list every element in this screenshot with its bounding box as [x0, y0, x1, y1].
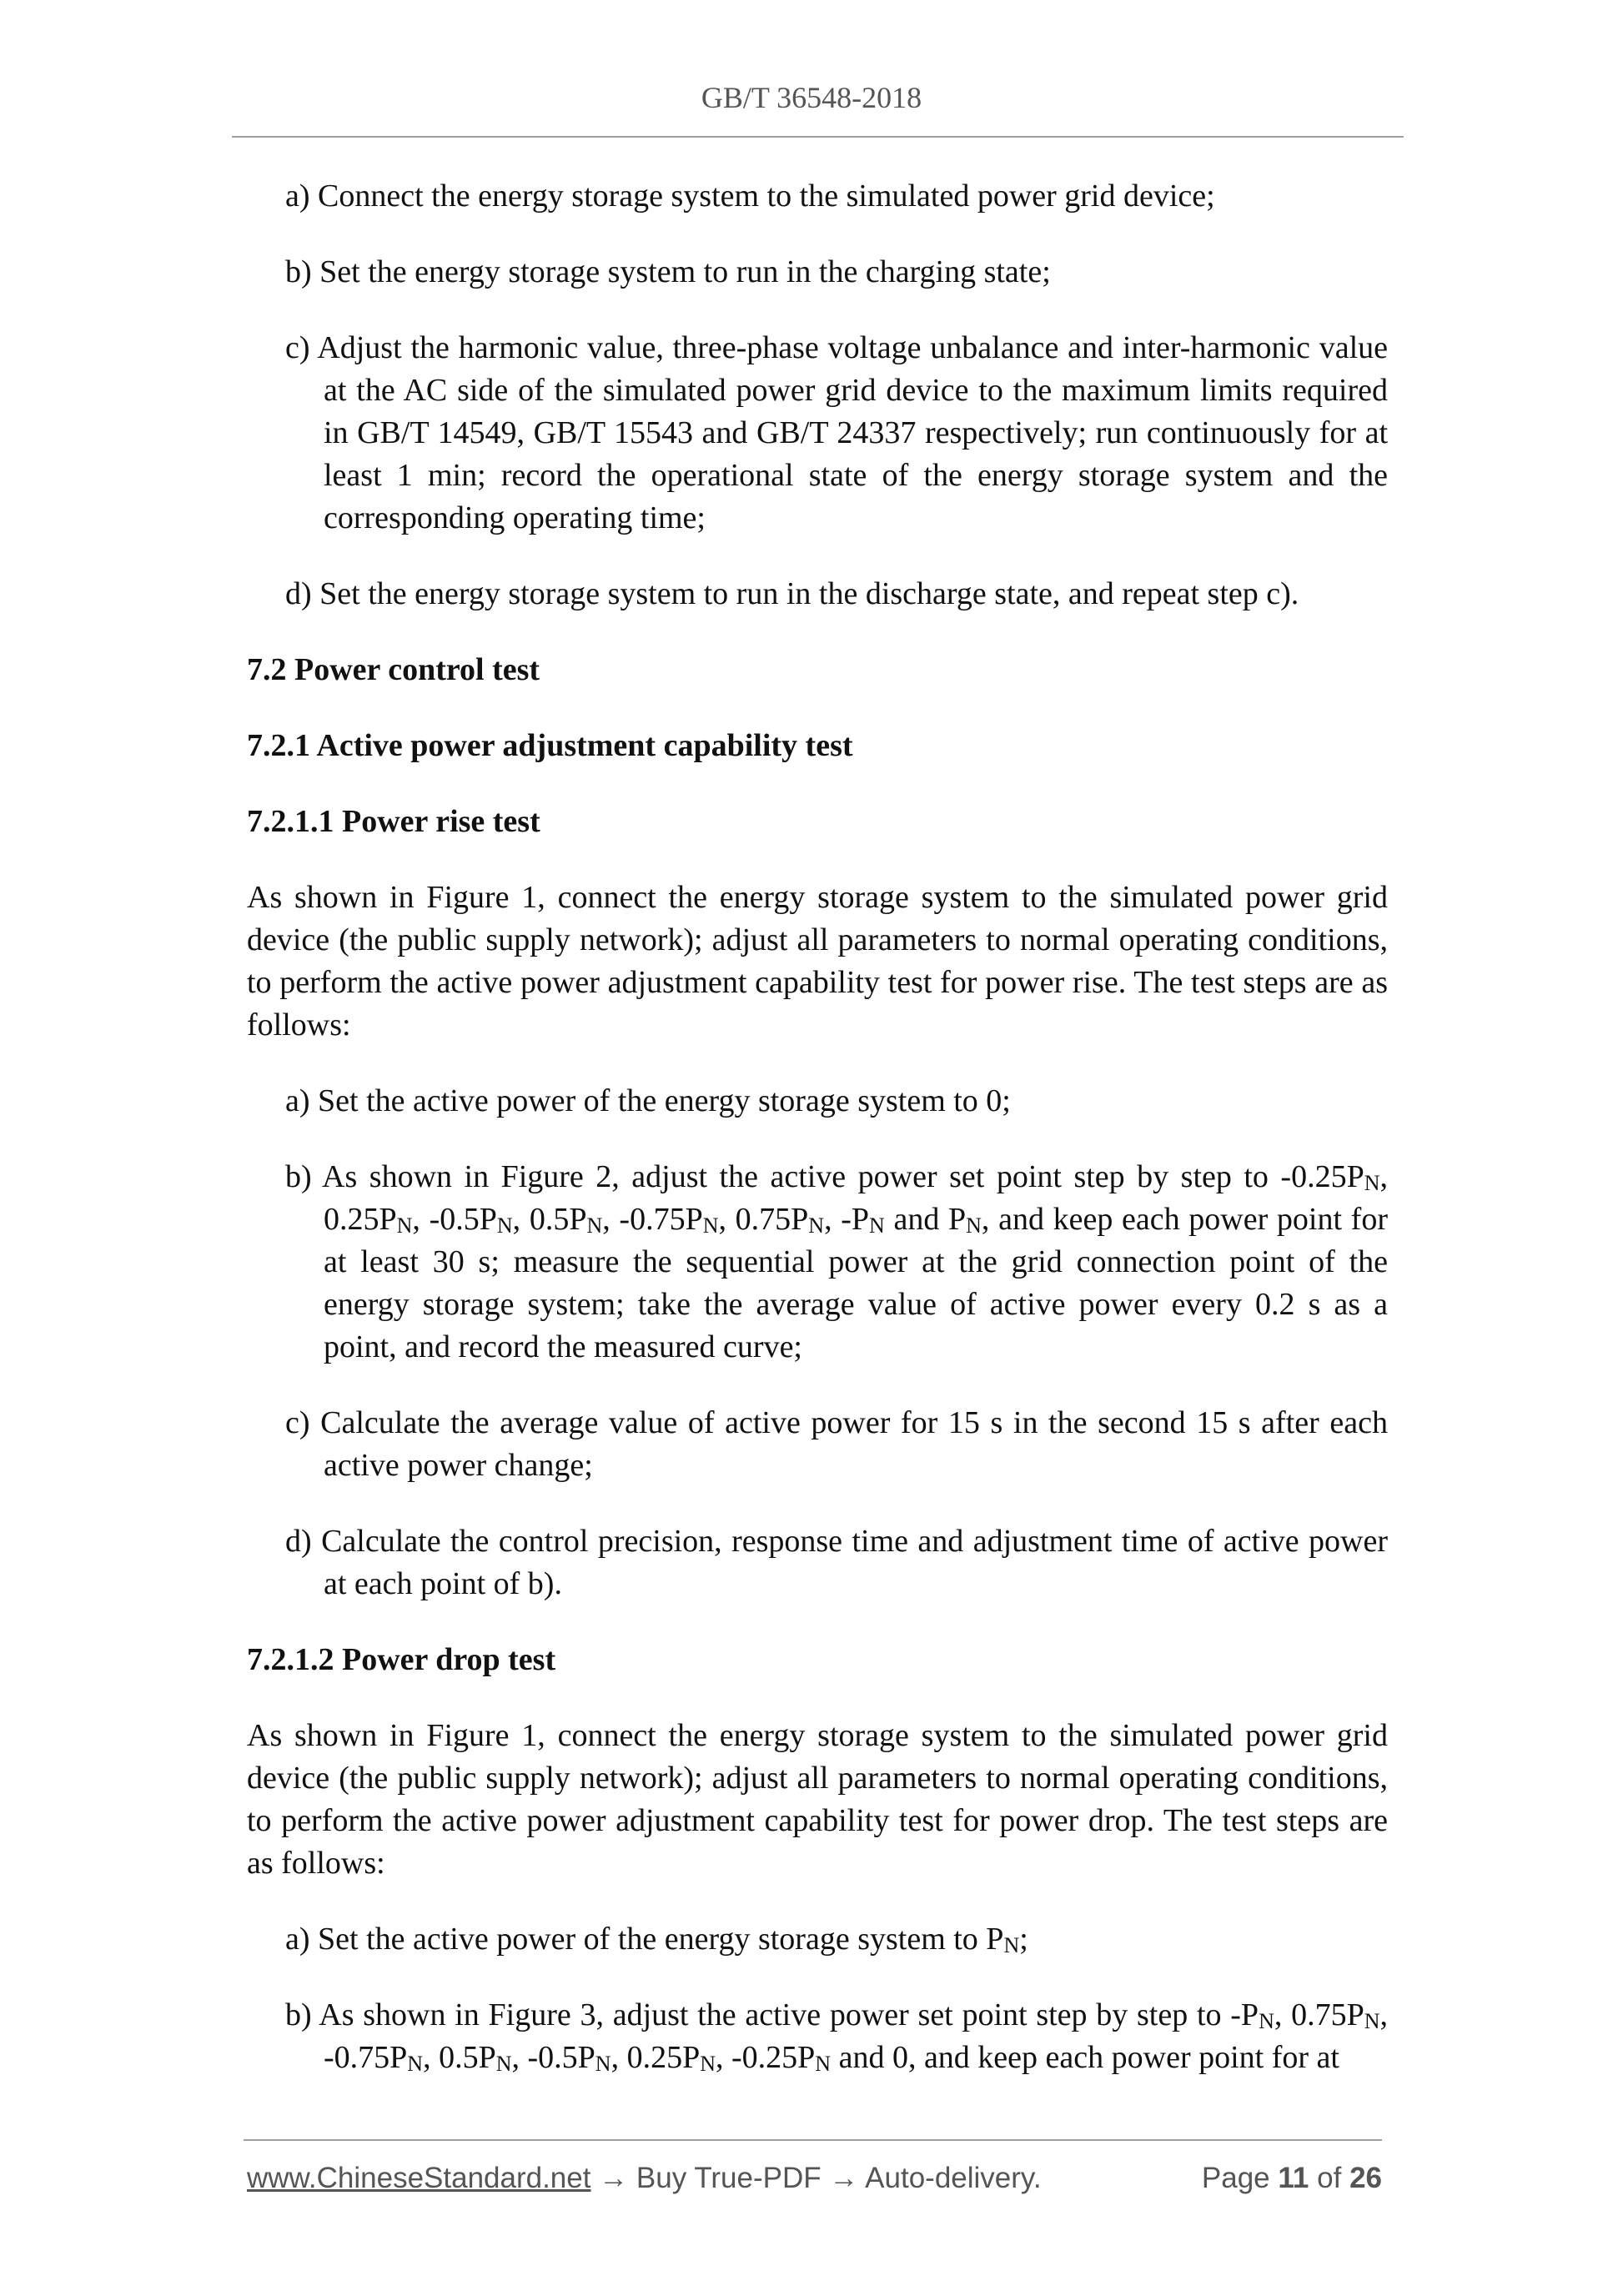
rise-intro-paragraph: As shown in Figure 1, connect the energy storage system to the simulated power grid device (the public supply network); adjust all parameters to normal operating conditions, to perform the active power adjustment capability test for power rise. The test steps are as follows: — [247, 880, 1388, 1042]
section-heading-7-2: 7.2 Power control test — [247, 652, 540, 687]
list-item-c — [285, 327, 1388, 540]
section-heading-7-2-1-2: 7.2.1.2 Power drop test — [247, 1642, 556, 1677]
item-label: a) — [285, 178, 310, 214]
document-code-header: GB/T 36548-2018 — [701, 81, 922, 114]
current-page-number: 11 — [1278, 2162, 1309, 2194]
rise-step-b: b) As shown in Figure 2, adjust the active power set point step by step to $-0.25P_N$, $0.25P_N$, $-0.5P_N$, $0.5P_N$, $-0.75P_N$, $0.75P_N$, $-P_N$ and $P_N$, and keep each power point for at least 30 s; measure the sequential power at the grid connection point of the energy storage system; take the average value of active power every 0.2 s as a point, and record the measured curve; — [285, 1159, 1388, 1364]
section-heading-7-2-1-1: 7.2.1.1 Power rise test — [247, 804, 540, 839]
footer-promo — [247, 2162, 1042, 2195]
total-pages: 26 — [1349, 2162, 1382, 2194]
page-footer — [247, 2162, 1382, 2195]
rise-step-d: d) Calculate the control precision, response time and adjustment time of active power at each point of b). — [285, 1524, 1388, 1601]
list-item-d — [285, 573, 1388, 615]
section-heading-7-2-1: 7.2.1 Active power adjustment capability test — [247, 728, 853, 763]
list-item-b — [285, 251, 1388, 294]
rise-step-a: a) Set the active power of the energy storage system to 0; — [285, 1083, 1011, 1118]
document-body — [247, 175, 1388, 2113]
item-text: Adjust the harmonic value, three-phase voltage unbalance and inter-harmonic value at the AC side of the simulated power grid device to the maximum limits required in GB/T 14549, GB/T 15543 and GB/T 24337 respectively; run continuously for at least 1 min; record the operational state of the energy storage system and the corresponding operating time; — [317, 330, 1389, 535]
website-link[interactable]: www.ChineseStandard.net — [247, 2162, 591, 2194]
item-label: c) — [285, 330, 310, 365]
item-label: b) — [285, 254, 312, 289]
footer-promo-text: → Buy True-PDF → Auto-delivery. — [590, 2162, 1042, 2194]
footer-divider — [244, 2139, 1382, 2141]
rise-step-c: c) Calculate the average value of active power for 15 s in the second 15 s after each active power change; — [285, 1405, 1388, 1483]
item-text: Set the energy storage system to run in the discharge state, and repeat step c). — [319, 576, 1299, 611]
drop-intro-paragraph: As shown in Figure 1, connect the energy storage system to the simulated power grid device (the public supply network); adjust all parameters to normal operating conditions, to perform the active power adjustment capability test for power drop. The test steps are as follows: — [247, 1718, 1388, 1881]
item-text: Connect the energy storage system to the simulated power grid device; — [318, 178, 1215, 214]
list-item-a — [285, 175, 1388, 218]
drop-step-a: a) Set the active power of the energy storage system to $P_N$; — [285, 1922, 1028, 1957]
page-indicator: Page 11 of 26 — [1201, 2162, 1382, 2194]
drop-step-b: b) As shown in Figure 3, adjust the active power set point step by step to $-P_N$, $0.75P_N$, $-0.75P_N$, $0.5P_N$, $-0.5P_N$, $0.25P_N$, $-0.25P_N$ and 0, and keep each power point for at — [285, 1997, 1388, 2076]
item-text: Set the energy storage system to run in the charging state; — [319, 254, 1051, 289]
header-divider — [232, 136, 1404, 138]
item-label: d) — [285, 576, 312, 611]
